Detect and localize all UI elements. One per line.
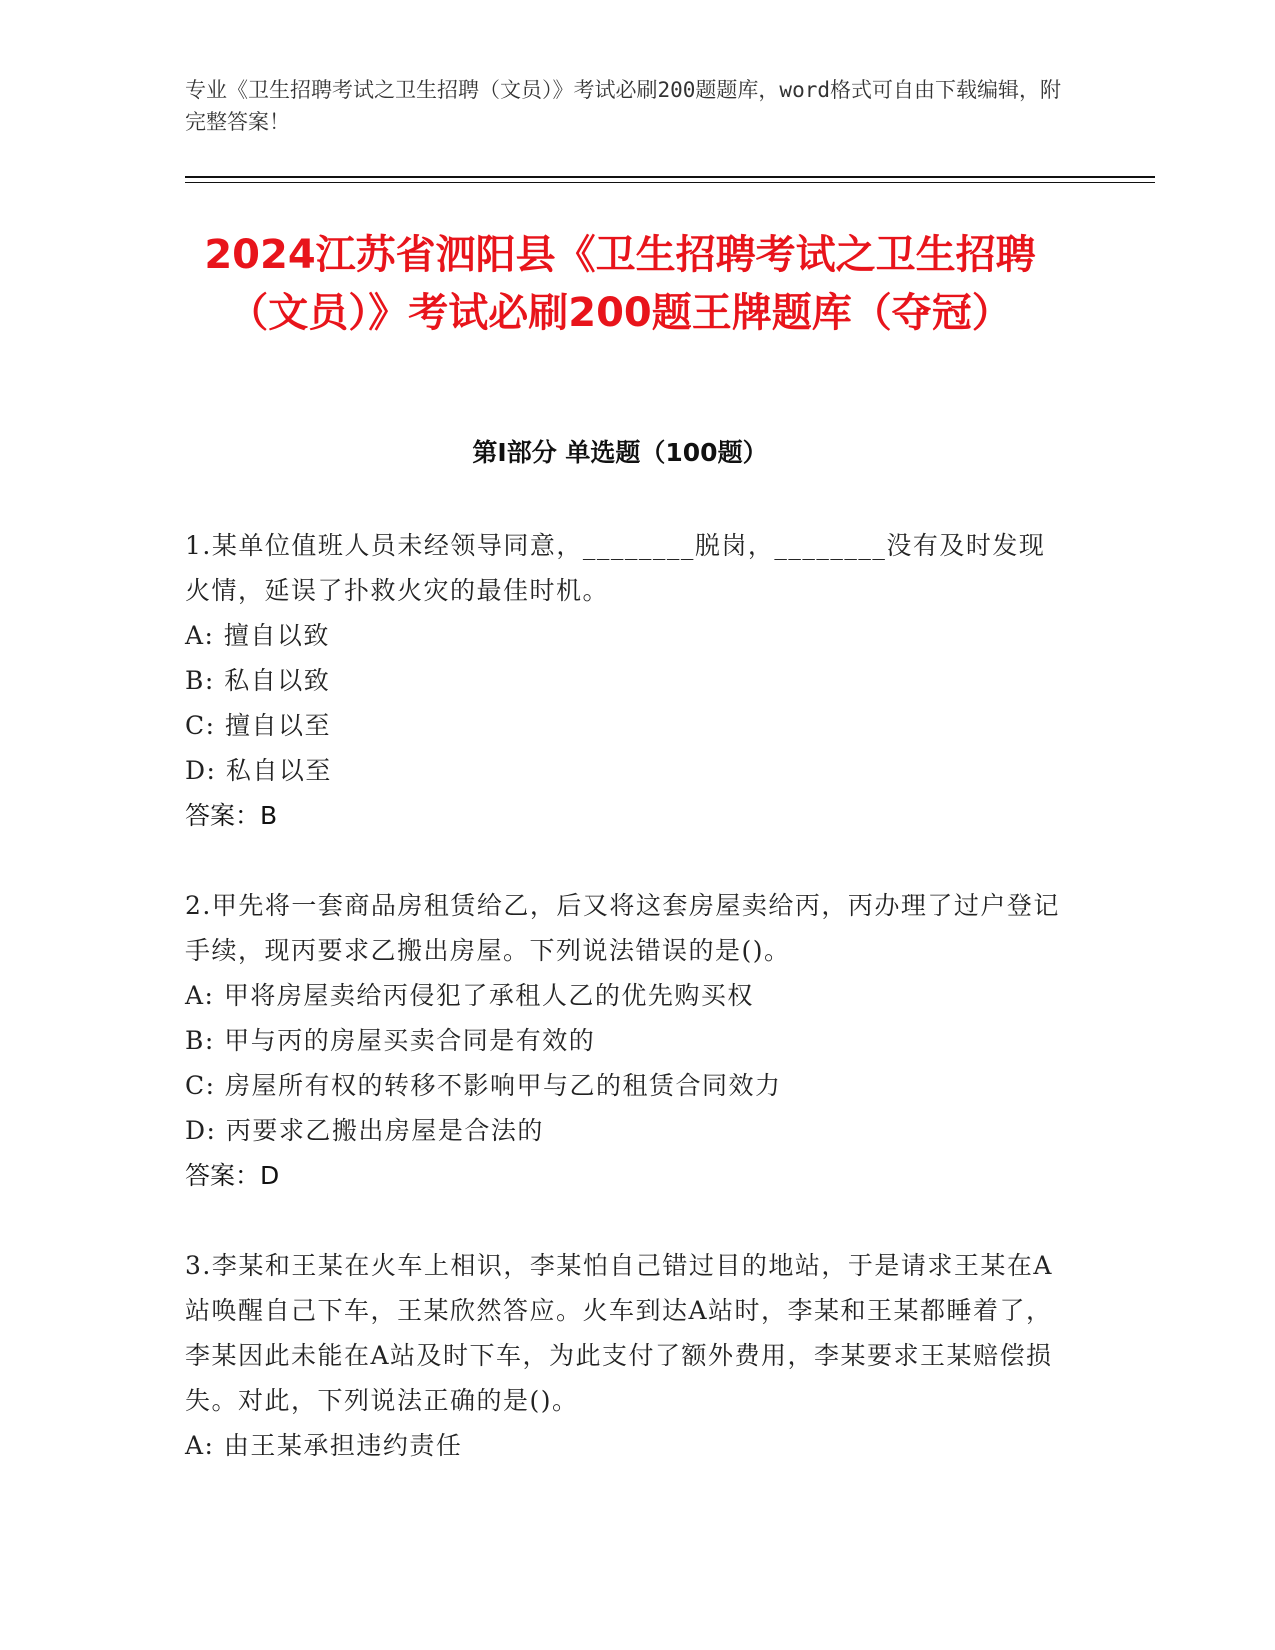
header-rule-thick bbox=[185, 176, 1155, 178]
header-note: 专业《卫生招聘考试之卫生招聘（文员）》考试必刷200题题库，word格式可自由下载编辑，附完整答案！ bbox=[185, 78, 1061, 134]
question-1 bbox=[185, 523, 1065, 838]
question-option-c: C: 房屋所有权的转移不影响甲与乙的租赁合同效力 bbox=[185, 1071, 782, 1100]
question-option-a: A: 甲将房屋卖给丙侵犯了承租人乙的优先购买权 bbox=[185, 981, 754, 1010]
question-option-b: B: 甲与丙的房屋买卖合同是有效的 bbox=[185, 1026, 596, 1055]
question-stem: 3.李某和王某在火车上相识，李某怕自己错过目的地站，于是请求王某在A站唤醒自己下车，王某欣然答应。火车到达A站时，李某和王某都睡着了，李某因此未能在A站及时下车，为此支付了额外费用，李某要求王某赔偿损失。对此，下列说法正确的是()。 bbox=[185, 1251, 1053, 1415]
question-answer: 答案：B bbox=[185, 801, 278, 830]
question-option-d: D: 私自以至 bbox=[185, 756, 332, 785]
question-stem: 2.甲先将一套商品房租赁给乙，后又将这套房屋卖给丙，丙办理了过户登记手续，现丙要求乙搬出房屋。下列说法错误的是()。 bbox=[185, 891, 1060, 965]
question-2 bbox=[185, 883, 1065, 1198]
document-title: 2024江苏省泗阳县《卫生招聘考试之卫生招聘（文员）》考试必刷200题王牌题库（夺冠） bbox=[204, 232, 1036, 336]
question-stem: 1.某单位值班人员未经领导同意，________脱岗，________没有及时发现火情，延误了扑救火灾的最佳时机。 bbox=[185, 531, 1046, 605]
question-list bbox=[185, 523, 1065, 1513]
question-option-b: B: 私自以致 bbox=[185, 666, 331, 695]
question-3 bbox=[185, 1243, 1065, 1468]
question-answer: 答案：D bbox=[185, 1161, 280, 1190]
question-option-c: C: 擅自以至 bbox=[185, 711, 331, 740]
header-rule-thin bbox=[185, 182, 1155, 183]
question-option-d: D: 丙要求乙搬出房屋是合法的 bbox=[185, 1116, 544, 1145]
question-option-a: A: 擅自以致 bbox=[185, 621, 330, 650]
question-option-a: A: 由王某承担违约责任 bbox=[185, 1431, 463, 1460]
section-heading: 第Ⅰ部分 单选题（100题） bbox=[472, 438, 768, 467]
